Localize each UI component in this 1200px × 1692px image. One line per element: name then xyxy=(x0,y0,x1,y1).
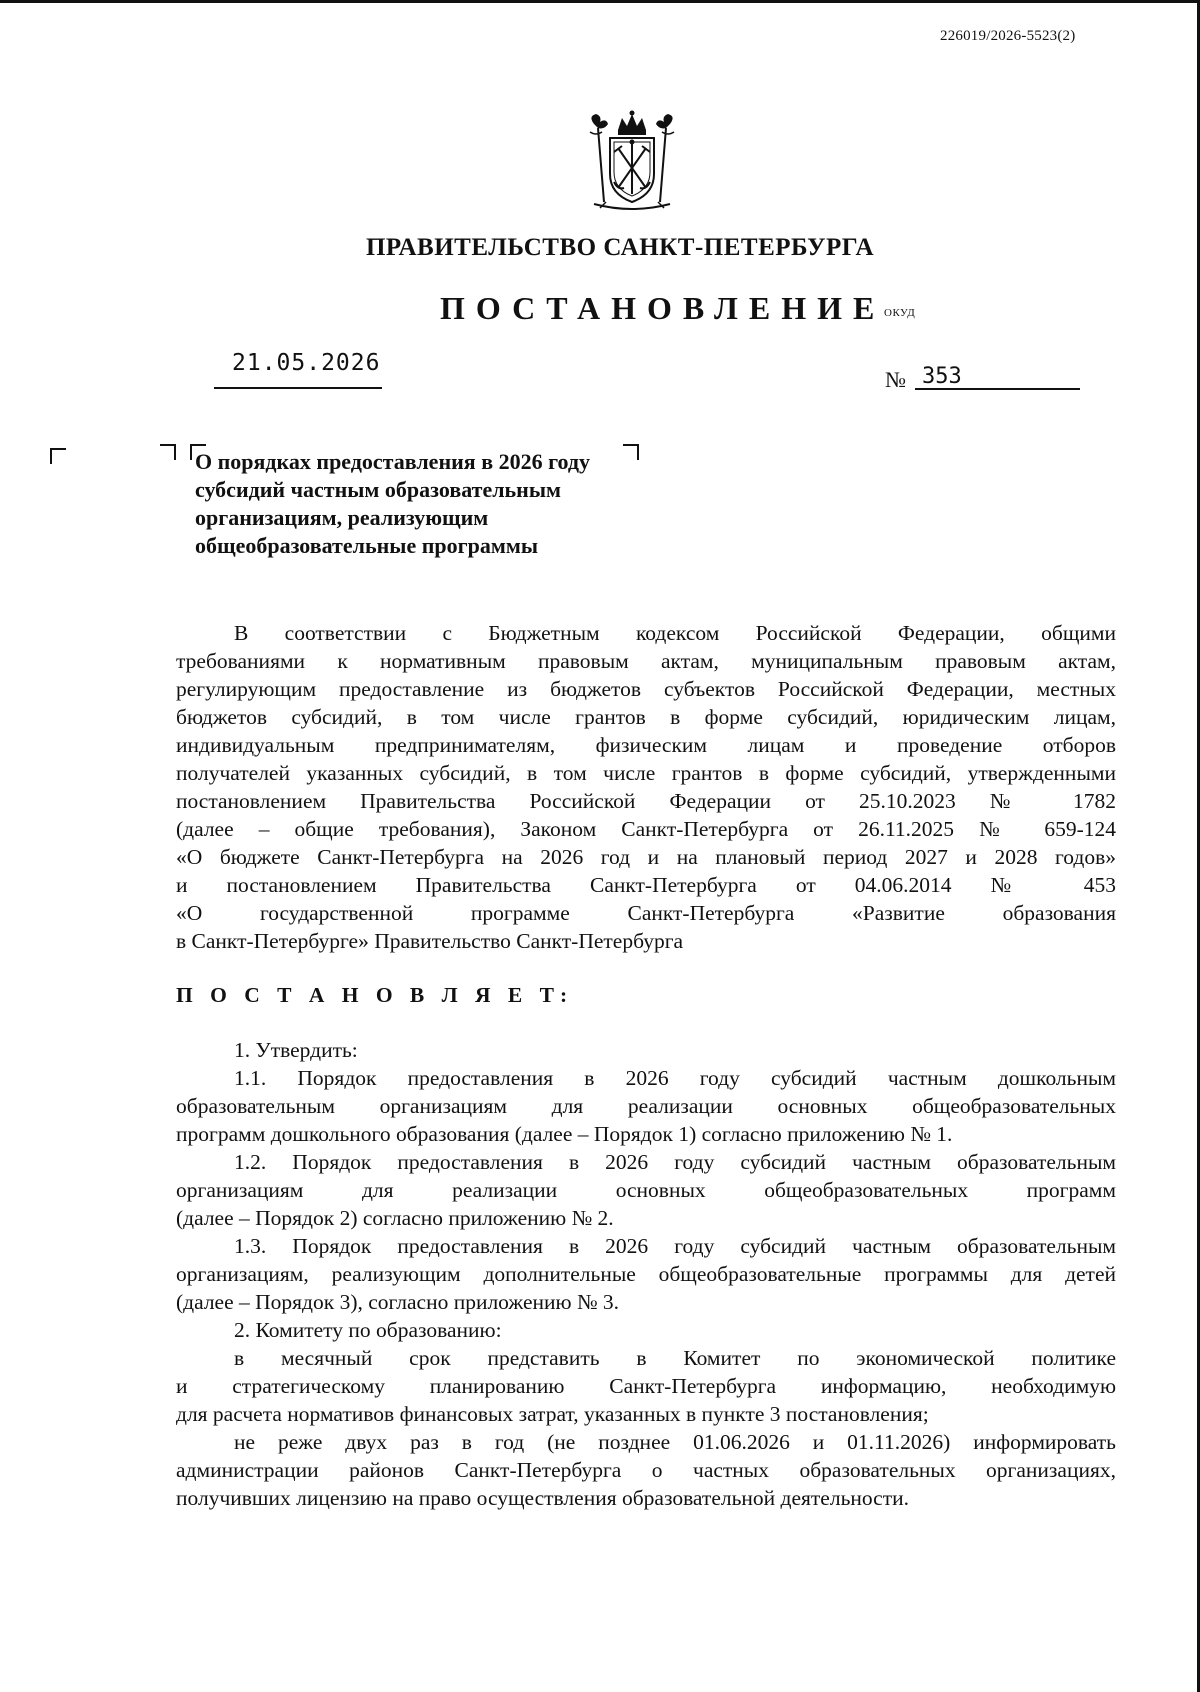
corner-mark xyxy=(50,448,66,464)
body-line: 1.2. Порядок предоставления в 2026 году субсидий частным образовательным xyxy=(234,1150,1116,1174)
decree-subject xyxy=(195,448,635,560)
preamble-line: бюджетов субсидий, в том числе грантов в форме субсидий, юридическим лицам, xyxy=(176,705,1116,729)
decree-number: 353 xyxy=(922,364,962,389)
document-id: 226019/2026-5523(2) xyxy=(940,28,1076,44)
subject-line: субсидий частным образовательным xyxy=(195,477,562,502)
saint-petersburg-coat-of-arms-icon xyxy=(580,110,684,212)
preamble-line: в Санкт-Петербурге» Правительство Санкт-Петербурга xyxy=(176,929,684,953)
body-line: 1.1. Порядок предоставления в 2026 году субсидий частным дошкольным xyxy=(234,1066,1116,1090)
okud-label: ОКУД xyxy=(884,307,916,319)
decree-type: ПОСТАНОВЛЕНИЕ xyxy=(440,290,886,326)
preamble-paragraph xyxy=(176,619,1116,955)
body-line: получивших лицензию на право осуществления образовательной деятельности. xyxy=(176,1486,909,1510)
body-line: не реже двух раз в год (не позднее 01.06.2026 и 01.11.2026) информировать xyxy=(234,1430,1116,1454)
body-line: и стратегическому планированию Санкт-Петербурга информацию, необходимую xyxy=(176,1374,1116,1398)
body-line: в месячный срок представить в Комитет по экономической политике xyxy=(234,1346,1116,1370)
preamble-line: постановлением Правительства Российской Федерации от 25.10.2023 № 1782 xyxy=(176,789,1116,813)
number-label: № xyxy=(885,367,906,392)
preamble-line: В соответствии с Бюджетным кодексом Российской Федерации, общими xyxy=(234,621,1116,645)
preamble-line: «О государственной программе Санкт-Петербурга «Развитие образования xyxy=(176,901,1116,925)
subject-line: О порядках предоставления в 2026 году xyxy=(195,449,591,474)
government-name: ПРАВИТЕЛЬСТВО САНКТ-ПЕТЕРБУРГА xyxy=(365,234,875,261)
preamble-line: «О бюджете Санкт-Петербурга на 2026 год и на плановый период 2027 и 2028 годов» xyxy=(176,845,1116,869)
number-underline xyxy=(915,388,1080,390)
body-line: образовательным организациям для реализации основных общеобразовательных xyxy=(176,1094,1116,1118)
body-line: администрации районов Санкт-Петербурга о частных образовательных организациях, xyxy=(176,1458,1116,1482)
preamble-line: (далее – общие требования), Законом Санкт-Петербурга от 26.11.2025 № 659-124 xyxy=(176,817,1116,841)
body-line: организациям для реализации основных общеобразовательных программ xyxy=(176,1178,1116,1202)
body-line: организациям, реализующим дополнительные общеобразовательные программы для детей xyxy=(176,1262,1116,1286)
body-line: 1.3. Порядок предоставления в 2026 году субсидий частным образовательным xyxy=(234,1234,1116,1258)
date-underline xyxy=(214,387,382,389)
corner-mark xyxy=(160,444,176,460)
preamble-line: требованиями к нормативным правовым актам, муниципальным правовым актам, xyxy=(176,649,1116,673)
decree-body xyxy=(176,1036,1116,1512)
preamble-line: индивидуальным предпринимателям, физическим лицам и проведение отборов xyxy=(176,733,1116,757)
body-line: (далее – Порядок 2) согласно приложению № 2. xyxy=(176,1206,614,1230)
resolves-heading: П О С Т А Н О В Л Я Е Т: xyxy=(176,983,574,1007)
subject-line: организациям, реализующим xyxy=(195,505,489,530)
body-line: для расчета нормативов финансовых затрат, указанных в пункте 3 постановления; xyxy=(176,1402,929,1426)
preamble-line: получателей указанных субсидий, в том числе грантов в форме субсидий, утвержденными xyxy=(176,761,1116,785)
body-line: (далее – Порядок 3), согласно приложению № 3. xyxy=(176,1290,619,1314)
preamble-line: и постановлением Правительства Санкт-Петербурга от 04.06.2014 № 453 xyxy=(176,873,1116,897)
body-line: 1. Утвердить: xyxy=(234,1038,358,1062)
decree-date: 21.05.2026 xyxy=(232,350,381,376)
body-line: 2. Комитету по образованию: xyxy=(234,1318,502,1342)
body-line: программ дошкольного образования (далее – Порядок 1) согласно приложению № 1. xyxy=(176,1122,953,1146)
page-border-top xyxy=(0,0,1200,3)
preamble-line: регулирующим предоставление из бюджетов субъектов Российской Федерации, местных xyxy=(176,677,1116,701)
subject-line: общеобразовательные программы xyxy=(195,533,538,558)
